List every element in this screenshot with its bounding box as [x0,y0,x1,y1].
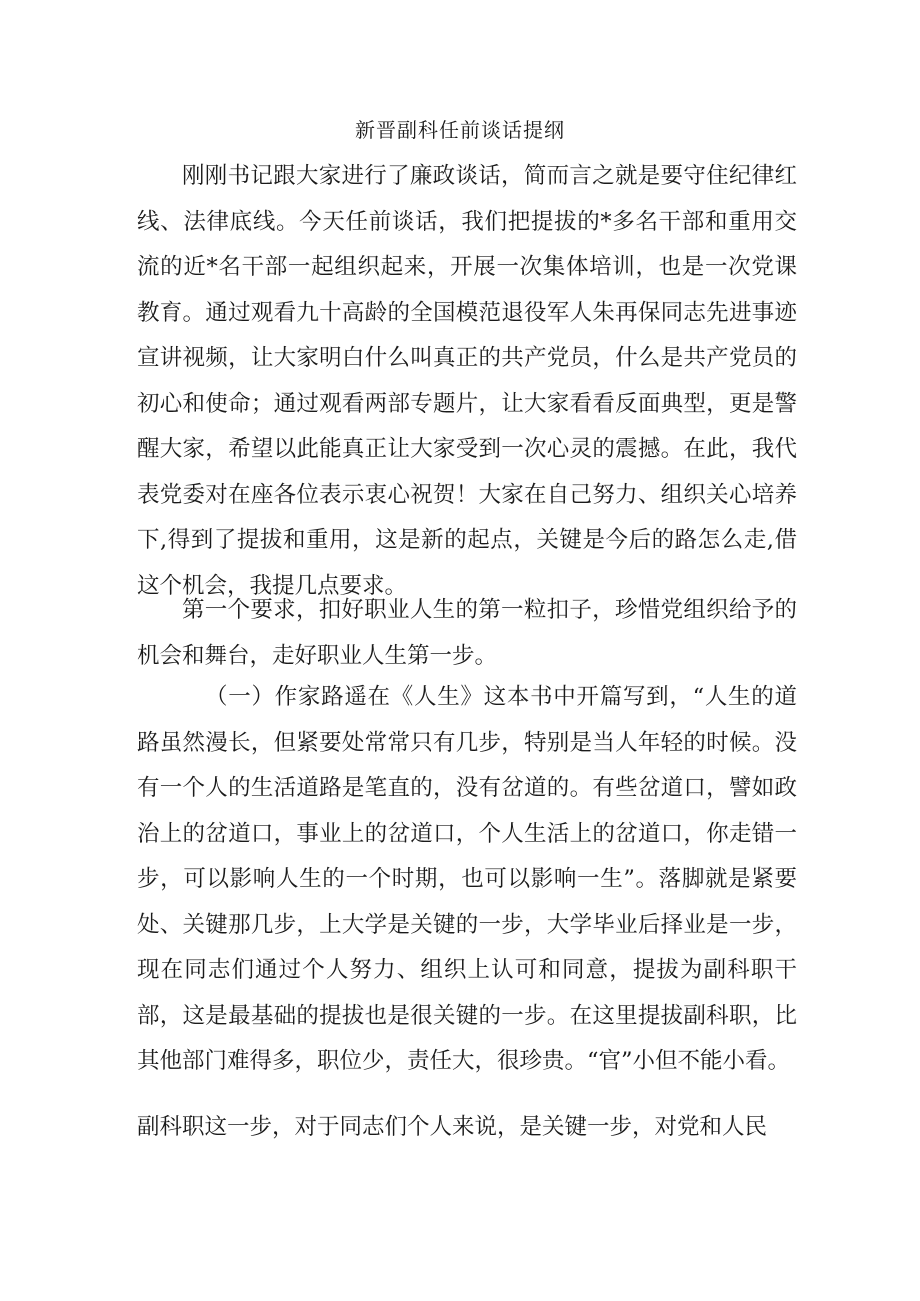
document-title: 新晋副科任前谈话提纲 [355,118,565,142]
paragraph-section-one: （一）作家路遥在《人生》这本书中开篇写到，“人生的道路虽然漫长，但紧要处常常只有几步，特别是当人年轻的时候。没有一个人的生活道路是笔直的，没有岔道的。有些岔道口，譬如政治上的岔道口，事业上的岔道口，个人生活上的岔道口，你走错一步，可以影响人生的一个时期，也可以影响一生”。落脚就是紧要处、关键那几步，上大学是关键的一步，大学毕业后择业是一步，现在同志们通过个人努力、组织上认可和同意，提拔为副科职干部，这是最基础的提拔也是很关键的一步。在这里提拔副科职，比其他部门难得多，职位少，责任大，很珍贵。“官”小但不能小看。 [137,684,797,1074]
paragraph-first-requirement: 第一个要求，扣好职业人生的第一粒扣子，珍惜党组织给予的机会和舞台，走好职业人生第一步。 [137,597,797,669]
paragraph-continuation: 副科职这一步，对于同志们个人来说，是关键一步，对党和人民 [137,1114,768,1140]
paragraph-intro: 刚刚书记跟大家进行了廉政谈话，简而言之就是要守住纪律红线、法律底线。今天任前谈话，我们把提拔的*多名干部和重用交流的近*名干部一起组织起来，开展一次集体培训，也是一次党课教育。通过观看九十高龄的全国模范退役军人朱再保同志先进事迹宣讲视频，让大家明白什么叫真正的共产党员，什么是共产党员的初心和使命；通过观看两部专题片，让大家看看反面典型，更是警醒大家，希望以此能真正让大家受到一次心灵的震撼。在此，我代表党委对在座各位表示衷心祝贺！大家在自己努力、组织关心培养下,得到了提拔和重用，这是新的起点，关键是今后的路怎么走,借这个机会，我提几点要求。 [137,163,797,599]
